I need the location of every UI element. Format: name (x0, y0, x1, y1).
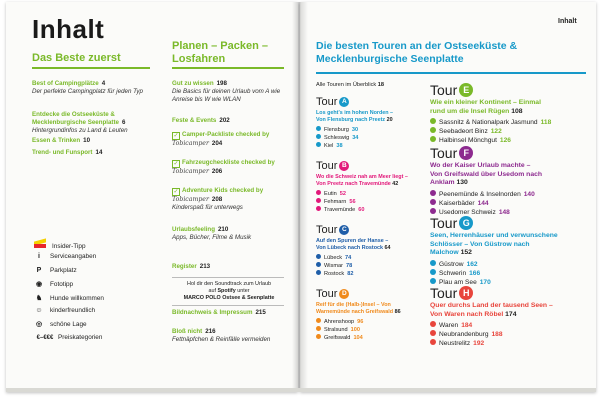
tour-stop: Plau am See 170 (430, 278, 491, 287)
legend-item: ◎ schöne Lage (35, 321, 87, 329)
legend-item: ♞ Hunde willkommen (35, 294, 104, 302)
toc-entry[interactable]: Urlaubsfeeling 210 Apps, Bücher, Filme & Musik (172, 226, 252, 241)
map-pin-icon (430, 118, 436, 124)
legend-item: i Serviceangaben (34, 253, 96, 260)
toc-entry[interactable]: Best of Campingplätze 4 Der perfekte Campingplatz für jeden Typ (32, 80, 143, 95)
page-title: Inhalt (32, 14, 105, 44)
map-pin-icon (316, 254, 321, 259)
toc-entry[interactable]: Gut zu wissen 198 Die Basics für deinen Urlaub vom A wie Anreise bis W wie WLAN (172, 80, 281, 103)
map-pin-icon (430, 127, 436, 133)
toc-entry[interactable]: Register 213 (172, 263, 211, 270)
logo-signature: Tobicamper (172, 168, 209, 175)
tour-stop: Neubrandenburg 188 (430, 330, 503, 339)
tour-stop: Eutin 52 (316, 190, 346, 198)
map-pin-icon (430, 260, 436, 266)
divider (172, 305, 284, 306)
toc-entry[interactable]: Essen & Trinken 10 (32, 137, 91, 144)
legend-item: €–€€€ Preiskategorien (34, 334, 102, 341)
view-icon: ◎ (35, 321, 43, 329)
tour-stop: Fehmarn 56 (316, 198, 356, 206)
map-pin-icon (316, 126, 321, 131)
divider (172, 277, 284, 278)
tour-badge: D (339, 289, 349, 299)
tour-stop: Rostock 82 (316, 270, 353, 278)
toc-entry[interactable]: ✓ Fahrzeugcheckliste checked by Tobicamper 206 (172, 159, 275, 175)
book-spine (292, 2, 308, 392)
tour-badge: C (339, 225, 349, 235)
tour-stop: Stralsund 100 (316, 326, 360, 334)
tour-stop: Kiel 38 (316, 142, 343, 150)
checkbox-icon: ✓ (173, 189, 179, 195)
tour-stop: Travemünde 60 (316, 206, 364, 214)
toc-entry[interactable]: Bloß nicht 216 Fettnäpfchen & Reinfälle vermeiden (172, 328, 271, 343)
legend-item: ☺ kinderfreundlich (35, 307, 96, 314)
tour-stop: Güstrow 162 (430, 260, 478, 269)
tours-heading: Die besten Touren an der Ostseeküste & Mecklenburgische Seenplatte (316, 40, 518, 65)
toc-entry[interactable]: ✓ Camper-Packliste checked by Tobicamper 204 (172, 131, 270, 147)
legend-item: ◉ Fototipp (35, 281, 74, 289)
tour-stop: Neustrelitz 192 (430, 339, 484, 348)
map-pin-icon (316, 134, 321, 139)
price-icon: €–€€€ (36, 334, 54, 341)
info-icon: i (38, 253, 40, 261)
running-head: Inhalt (558, 18, 577, 25)
tour-badge: G (459, 216, 473, 230)
tour-stop: Lübeck 74 (316, 254, 351, 262)
toc-entry[interactable]: Bildnachweis & Impressum 215 (172, 309, 266, 316)
map-pin-icon (316, 334, 321, 339)
section-rule (32, 67, 150, 69)
map-pin-icon (316, 270, 321, 275)
spotify-note: Hol dir den Soundtrack zum Urlaub auf Spotify unter MARCO POLO Ostsee & Seenplatte (183, 281, 275, 301)
map-pin-icon (316, 142, 321, 147)
map-pin-icon (430, 136, 436, 142)
dog-icon: ♞ (35, 294, 43, 302)
tour-stop: Greifswald 104 (316, 334, 363, 342)
map-pin-icon (316, 190, 321, 195)
section-rule (316, 72, 586, 74)
map-pin-icon (430, 208, 436, 214)
legend-item: Insider-Tipp (34, 240, 86, 250)
map-pin-icon (430, 339, 436, 345)
child-icon: ☺ (35, 307, 43, 314)
toc-entry[interactable]: Trend- und Funsport 14 (32, 149, 103, 156)
legend-item: P Parkplatz (34, 267, 77, 274)
parking-icon: P (36, 266, 42, 274)
map-pin-icon (430, 190, 436, 196)
logo-signature: Tobicamper (172, 196, 209, 203)
logo-signature: Tobicamper (172, 140, 209, 147)
overview-entry: Alle Touren im Überblick 18 (316, 82, 385, 88)
tour-badge: A (339, 97, 349, 107)
tour-stop: Flensburg 30 (316, 126, 358, 134)
tour-stop: Wismar 78 (316, 262, 352, 270)
map-pin-icon (430, 199, 436, 205)
open-book: Inhalt Das Beste zuerst Best of Campingplätze 4 Der perfekte Campingplatz für jeden Typ Entdecke die Ostseeküste & Mecklenburgische Seenplatte 6 Hintergrundinfos zu Land & Leuten Essen & Trinken 10 Trend- und Funsport 14 Planen – Packen – Losfahren Gut zu wissen 198 Die Basics für deinen Urlaub vom A wie Anreise bis W wie WLAN Feste & Events 202 ✓ Camper-Packliste checked by Tobicamper 204 ✓ Fahrzeugcheckliste checked by Tobicamper 206 ✓ Adventure Kids checked by Tobicamper 208 Kinderspaß für unterwegs Urlaubsfeeling 210 Apps, Bücher, Filme & Musik Register 213 Bildnachweis & Impressum 215 Bloß nicht 216 Fettnäpfchen & Reinfälle vermeiden Hol dir den Soundtrack zum Urlaub auf Spotify unter MARCO POLO Ostsee & Seenplatte Insider-Tipp i Serviceangaben P Parkplatz ◉ Fototipp ♞ Hunde willkommen ☺ kinderfreundlich ◎ schöne Lage €–€€€ Preiskategorien Inhalt Die besten Touren an der Ostseeküste & Mecklenburgische Seenplatte Alle Touren im Überblick 18 Tour A Los geht's im hohen Norden – Von Flensburg nach Preetz 20 Flensburg 30 Schleswig 34 Kiel 38 Tour B Wo die Schweiz nah am Meer liegt – Von Preetz nach Travemünde 42 Eutin 52 Fehmarn 56 Travemünde 60 Tour C Auf den Spuren der Hanse – Von Lübeck nach Rostock 64 Lübeck 74 Wismar 78 Rostock 82 Tour D Reif für die (Halb-)Insel – Von Warnemünde nach Greifswald 86 Ahrenshoop 96 Stralsund 100 Greifswald 104 Tour E Wie ein kleiner Kontinent – Einmal rund um die Insel Rügen 108 Sassnitz & Nationalpark Jasmund 118 Seebadeort Binz 122 Halbinsel Mönchgut 126 Tour F Wo der Kaiser Urlaub machte – Von Greifswald über Usedom nach Anklam 130 Peenemünde & Inselnorden 140 Kaiserbäder 144 Usedomer Schweiz 148 Tour G Seen, Herrenhäuser und verwunschene Schlösser – Von Güstrow nach Malchow 152 Güstrow 162 Schwerin 166 Plau am See 170 Tour H Quer durchs Land der tausend Seen – Von Waren nach Röbel 174 Waren 184 Neubrandenburg 188 Neustrelitz 192 (0, 0, 600, 402)
tour-stop: Ahrenshoop 96 (316, 318, 363, 326)
tour-stop: Schleswig 34 (316, 134, 358, 142)
tour-stop: Waren 184 (430, 321, 472, 330)
tour-badge: H (459, 286, 473, 300)
toc-entry[interactable]: Entdecke die Ostseeküste & Mecklenburgische Seenplatte 6 Hintergrundinfos zu Land & Leuten (32, 111, 128, 134)
tour-stop: Usedomer Schweiz 148 (430, 208, 510, 217)
tour-stop: Peenemünde & Inselnorden 140 (430, 190, 535, 199)
tour-stop: Kaiserbäder 144 (430, 199, 489, 208)
insider-tip-icon (34, 240, 46, 248)
tour-stop: Schwerin 166 (430, 269, 480, 278)
map-pin-icon (430, 321, 436, 327)
map-pin-icon (316, 198, 321, 203)
map-pin-icon (316, 262, 321, 267)
section-heading-planning: Planen – Packen – Losfahren (172, 40, 268, 65)
section-rule (172, 67, 284, 69)
checkbox-icon: ✓ (173, 133, 179, 139)
map-pin-icon (316, 206, 321, 211)
tour-badge: B (339, 161, 349, 171)
checkbox-icon: ✓ (173, 161, 179, 167)
page-edge (6, 388, 596, 392)
toc-entry[interactable]: Feste & Events 202 (172, 117, 230, 124)
camera-icon: ◉ (35, 281, 43, 289)
map-pin-icon (316, 326, 321, 331)
section-heading-best: Das Beste zuerst (32, 52, 121, 64)
tour-badge: F (459, 146, 473, 160)
tour-stop: Seebadeort Binz 122 (430, 127, 502, 136)
map-pin-icon (430, 278, 436, 284)
tour-badge: E (459, 83, 473, 97)
map-pin-icon (430, 269, 436, 275)
tour-stop: Sassnitz & Nationalpark Jasmund 118 (430, 118, 551, 127)
tour-stop: Halbinsel Mönchgut 126 (430, 136, 511, 145)
map-pin-icon (316, 318, 321, 323)
toc-entry[interactable]: ✓ Adventure Kids checked by Tobicamper 208 Kinderspaß für unterwegs (172, 187, 264, 211)
map-pin-icon (430, 330, 436, 336)
